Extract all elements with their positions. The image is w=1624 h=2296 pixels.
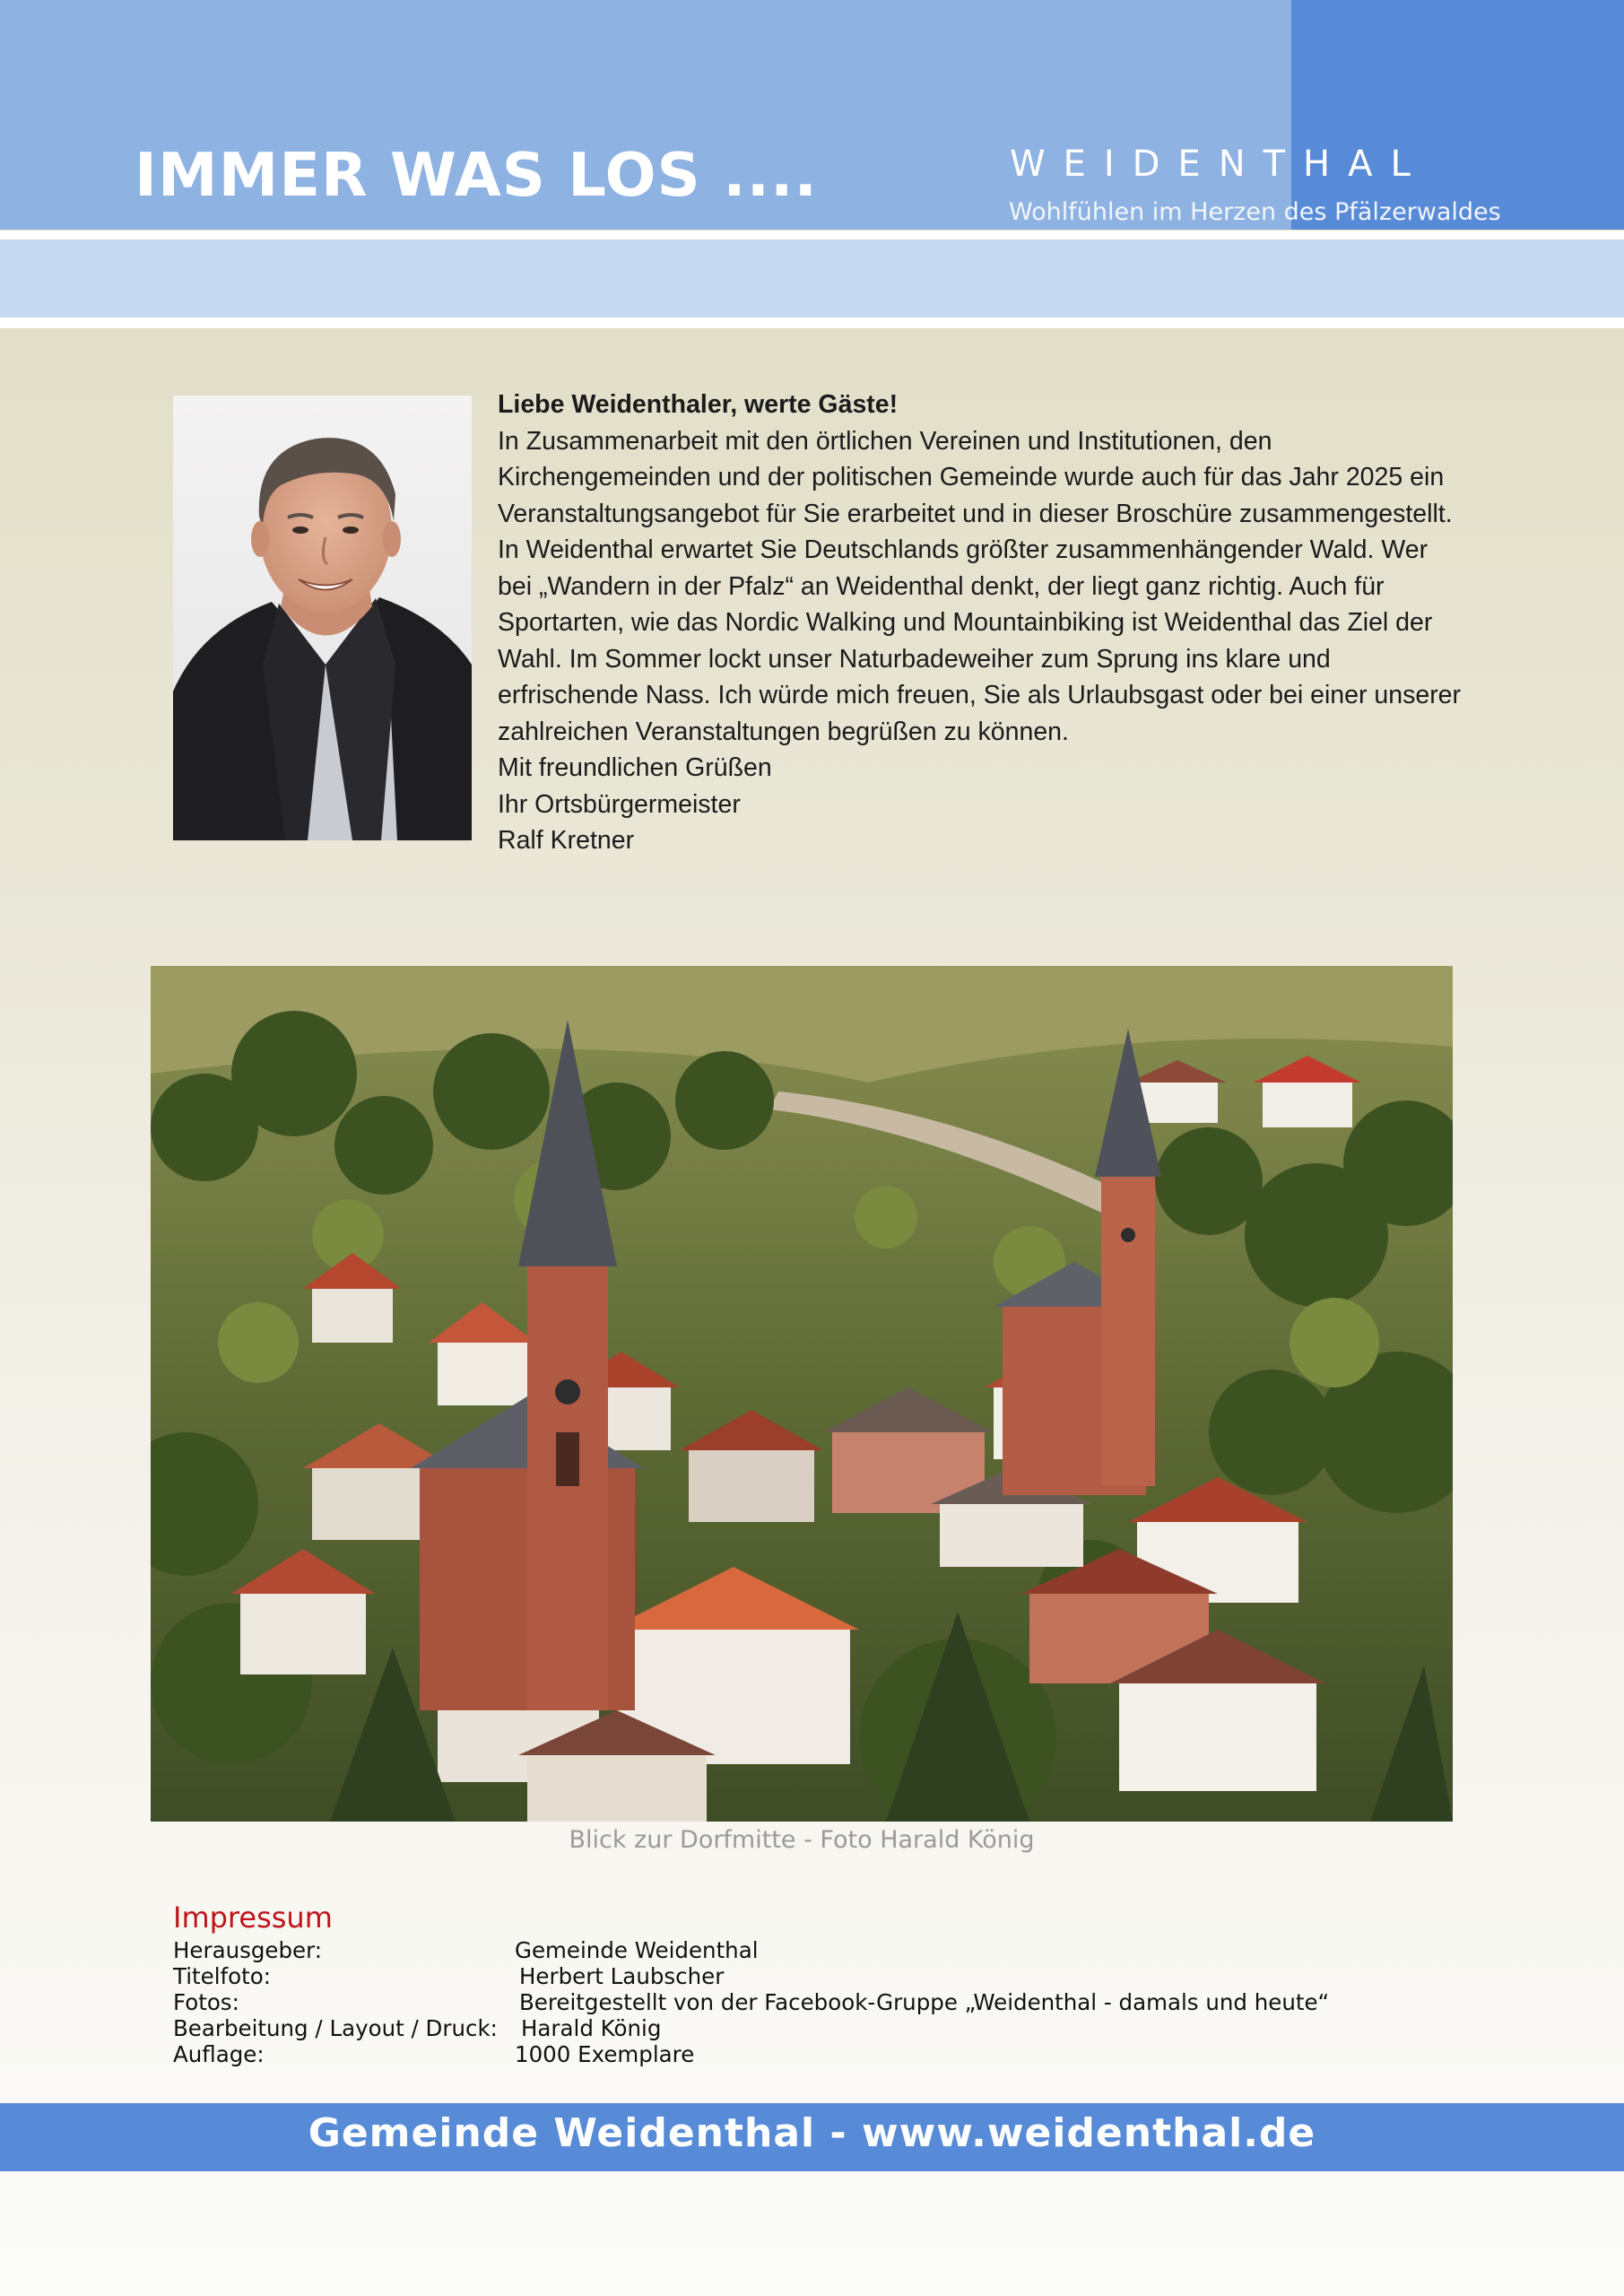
impressum-title: Impressum <box>173 1900 333 1935</box>
letter-signature-role: Ihr Ortsbürgermeister <box>498 789 741 819</box>
impressum-value: 1000 Exemplare <box>515 2041 695 2067</box>
header-divider <box>0 230 1624 239</box>
impressum-label: Fotos: <box>173 1989 239 2015</box>
impressum-label: Bearbeitung / Layout / Druck: <box>173 2015 498 2041</box>
letter-greeting: Liebe Weidenthaler, werte Gäste! <box>498 390 899 419</box>
impressum-value: Bereitgestellt von der Facebook-Gruppe „Weidenthal - damals und heute“ <box>519 1989 1330 2015</box>
welcome-letter <box>498 387 1466 859</box>
brand-name: WEIDENTHAL <box>1010 144 1429 185</box>
impressum-label: Auflage: <box>173 2041 265 2067</box>
mayor-portrait <box>173 396 472 840</box>
letter-signature-name: Ralf Kretner <box>498 826 635 855</box>
impressum-value: Herbert Laubscher <box>519 1963 725 1989</box>
letter-paragraph: In Weidenthal erwartet Sie Deutschlands größter zusammenhängender Wald. Wer bei „Wandern in der Pfalz“ an Weidenthal denkt, der liegt ganz richtig. Auch für Sportarten, wie das Nordic Walking und Mountainbiking ist Weidenthal das Ziel der Wahl. Im Sommer lockt unser Naturbadeweiher zum Sprung ins klare und erfrischende Nass. Ich würde mich freuen, Sie als Urlaubsgast oder bei einer unserer zahlreichen Veranstaltungen begrüßen zu können. <box>498 535 1462 746</box>
photo-caption: Blick zur Dorfmitte - Foto Harald König <box>569 1826 1035 1854</box>
header-accent-block <box>1291 0 1624 230</box>
letter-paragraph: In Zusammenarbeit mit den örtlichen Vereinen und Institutionen, den Kirchengemeinden und der politischen Gemeinde wurde auch für das Jahr 2025 ein Veranstaltungsangebot für Sie erarbeitet und in dieser Broschüre zusammengestellt. <box>498 426 1453 528</box>
impressum-label: Titelfoto: <box>173 1963 271 1989</box>
page-headline: IMMER WAS LOS .... <box>135 140 818 210</box>
impressum-label: Herausgeber: <box>173 1937 323 1963</box>
village-photo <box>151 966 1453 1822</box>
footer-website: Gemeinde Weidenthal - www.weidenthal.de <box>308 2110 1316 2156</box>
impressum-value: Harald König <box>521 2015 662 2041</box>
letter-closing: Mit freundlichen Grüßen <box>498 753 772 782</box>
impressum-value: Gemeinde Weidenthal <box>515 1937 759 1963</box>
header-divider-lower <box>0 317 1624 328</box>
header-light-band <box>0 239 1624 317</box>
brand-tagline: Wohlfühlen im Herzen des Pfälzerwaldes <box>1009 198 1501 226</box>
